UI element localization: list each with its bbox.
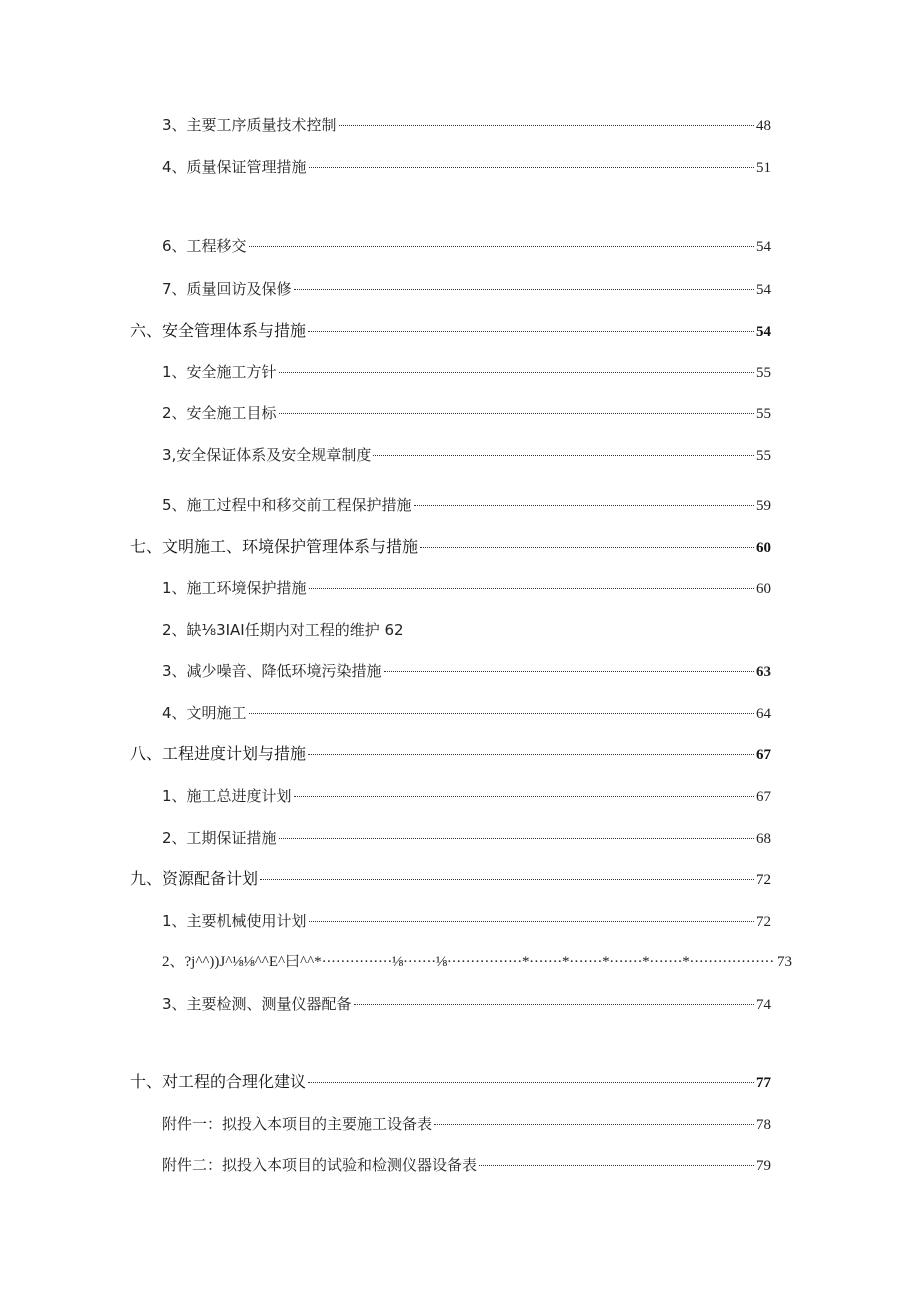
- toc-page-number: 67: [756, 747, 771, 763]
- toc-dot-leader: [339, 125, 754, 126]
- toc-dot-leader: [279, 372, 754, 373]
- toc-dot-leader: [308, 1082, 754, 1083]
- toc-page-number: 54: [756, 324, 771, 340]
- toc-page-number: 59: [756, 498, 771, 514]
- toc-entry-label: 3,安全保证体系及安全规章制度: [162, 446, 372, 464]
- toc-entry-label: 十、对工程的合理化建议: [130, 1072, 307, 1091]
- toc-entry-label: 6、工程移交: [162, 237, 247, 255]
- toc-entry-label: 4、质量保证管理措施: [162, 158, 307, 176]
- toc-page-number: 55: [756, 448, 771, 464]
- toc-entry[interactable]: [162, 234, 771, 258]
- toc-entry-label: 7、质量回访及保修: [162, 280, 292, 298]
- toc-entry[interactable]: [162, 443, 771, 467]
- toc-garbled-leader: ···············⅛·······⅛················*·······*·······*·······*·······*··················: [321, 954, 774, 970]
- toc-dot-leader: [309, 167, 754, 168]
- toc-entry-label: 1、安全施工方针: [162, 363, 277, 381]
- toc-entry[interactable]: [162, 950, 792, 974]
- toc-page-number: 64: [756, 706, 771, 722]
- toc-entry[interactable]: [162, 909, 771, 933]
- toc-dot-leader: [308, 331, 754, 332]
- toc-page-number: 78: [756, 1117, 771, 1133]
- toc-entry-label: 3、主要工序质量技术控制: [162, 116, 337, 134]
- toc-entry-label: 3、减少噪音、降低环境污染措施: [162, 662, 382, 680]
- toc-entry[interactable]: [162, 701, 771, 725]
- toc-page-number: 73: [777, 954, 792, 970]
- toc-page-number: 48: [756, 118, 771, 134]
- toc-entry-label: 2、工期保证措施: [162, 829, 277, 847]
- toc-page-number: 68: [756, 831, 771, 847]
- toc-page-number: 79: [756, 1158, 771, 1174]
- toc-entry-label: 七、文明施工、环境保护管理体系与措施: [130, 537, 419, 556]
- toc-entry-label: 附件一：拟投入本项目的主要施工设备表: [162, 1115, 433, 1133]
- toc-dot-leader: [294, 289, 754, 290]
- toc-entry-label: 3、主要检测、测量仪器配备: [162, 995, 352, 1013]
- toc-dot-leader: [294, 796, 754, 797]
- toc-page-number: 63: [756, 664, 771, 680]
- toc-entry-label: 2、缺⅛3IAI任期内对工程的维护 62: [162, 621, 404, 639]
- toc-entry[interactable]: [162, 277, 771, 301]
- toc-entry-label: 1、施工总进度计划: [162, 787, 292, 805]
- toc-page-number: 74: [756, 997, 771, 1013]
- toc-dot-leader: [414, 505, 754, 506]
- toc-page-number: 60: [756, 540, 771, 556]
- toc-entry-label: 2、安全施工目标: [162, 404, 277, 422]
- toc-page-number: 72: [756, 872, 771, 888]
- toc-dot-leader: [309, 588, 754, 589]
- toc-chapter-entry[interactable]: [130, 319, 771, 343]
- toc-appendix-entry[interactable]: [162, 1153, 771, 1177]
- toc-entry-label: 2、?j^^))J^⅛⅛^^E^曰^^*: [162, 954, 322, 970]
- toc-dot-leader: [420, 547, 754, 548]
- toc-entry[interactable]: [162, 784, 771, 808]
- toc-page-number: 54: [756, 282, 771, 298]
- toc-dot-leader: [279, 838, 754, 839]
- toc-chapter-entry[interactable]: [130, 742, 771, 766]
- toc-chapter-entry[interactable]: [130, 867, 771, 891]
- toc-entry-label: 八、工程进度计划与措施: [130, 744, 307, 763]
- toc-entry[interactable]: [162, 360, 771, 384]
- toc-chapter-entry[interactable]: [130, 535, 771, 559]
- toc-entry[interactable]: [162, 992, 771, 1016]
- toc-page-number: 55: [756, 365, 771, 381]
- toc-page-number: 54: [756, 239, 771, 255]
- toc-entry-label: 九、资源配备计划: [130, 869, 259, 888]
- toc-page-number: 77: [756, 1075, 771, 1091]
- toc-page-number: 60: [756, 581, 771, 597]
- toc-entry-label: 1、主要机械使用计划: [162, 912, 307, 930]
- toc-entry[interactable]: [162, 618, 771, 642]
- toc-entry-label: 附件二：拟投入本项目的试验和检测仪器设备表: [162, 1156, 478, 1174]
- toc-page-number: 51: [756, 160, 771, 176]
- toc-dot-leader: [373, 455, 754, 456]
- toc-page-number: 72: [756, 914, 771, 930]
- toc-entry-label: 六、安全管理体系与措施: [130, 321, 307, 340]
- toc-entry-label: 1、施工环境保护措施: [162, 579, 307, 597]
- toc-entry-label: 5、施工过程中和移交前工程保护措施: [162, 496, 412, 514]
- toc-entry[interactable]: [162, 155, 771, 179]
- toc-dot-leader: [279, 413, 754, 414]
- toc-dot-leader: [260, 879, 754, 880]
- toc-entry[interactable]: [162, 113, 771, 137]
- toc-dot-leader: [309, 921, 754, 922]
- toc-dot-leader: [249, 246, 754, 247]
- toc-dot-leader: [384, 671, 754, 672]
- toc-entry[interactable]: [162, 659, 771, 683]
- toc-entry[interactable]: [162, 401, 771, 425]
- toc-dot-leader: [434, 1124, 754, 1125]
- toc-page-number: 67: [756, 789, 771, 805]
- toc-dot-leader: [308, 754, 754, 755]
- toc-dot-leader: [354, 1004, 754, 1005]
- toc-dot-leader: [249, 713, 754, 714]
- toc-entry[interactable]: [162, 576, 771, 600]
- toc-dot-leader: [479, 1165, 754, 1166]
- toc-entry[interactable]: [162, 826, 771, 850]
- toc-entry[interactable]: [162, 493, 771, 517]
- toc-page-number: 55: [756, 406, 771, 422]
- toc-chapter-entry[interactable]: [130, 1070, 771, 1094]
- toc-appendix-entry[interactable]: [162, 1112, 771, 1136]
- toc-entry-label: 4、文明施工: [162, 704, 247, 722]
